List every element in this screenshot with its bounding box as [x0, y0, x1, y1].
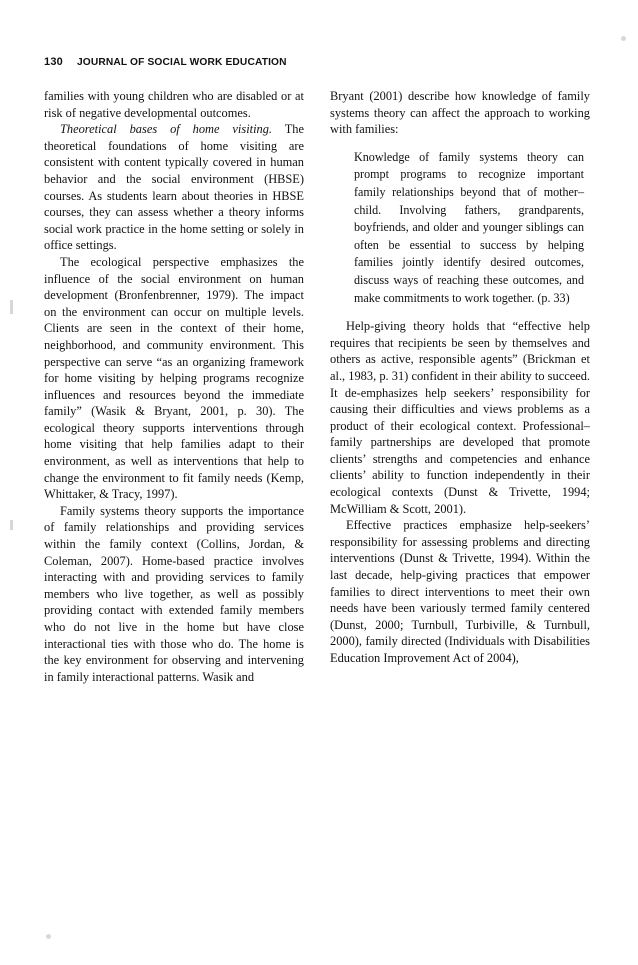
left-column: [44, 88, 304, 685]
running-head: [44, 56, 594, 68]
scan-artifact-bottom: [46, 934, 51, 939]
paragraph-effective-practices: Effective practices emphasize help-seekers’ responsibility for assessing problems and directing interventions (Dunst & Trivette, 1994). Within the last decade, help-giving practices that empower families to direct interventions to meet their own needs have been variously termed family centered (Dunst, 2000; Turnbull, Turbiville, & Turnbull, 2000), family directed (Individuals with Disabilities Education Improvement Act of 2004),: [330, 518, 590, 665]
paragraph-theoretical-bases-text: The theoretical foundations of home visiting are consistent with content typically covered in human behavior and the social environment (HBSE) courses. As students learn about theories in HBSE courses, they can assess whether a theory informs social work practice in the home setting or solely in office settings.: [44, 122, 304, 253]
two-column-body: [44, 88, 594, 685]
paragraph-ecological-perspective: The ecological perspective emphasizes the influence of the social environment on human development (Bronfenbrenner, 1979). The impact on the environment can occur on multiple levels. Clients are seen in the context of their home, neighborhood, and community environment. This perspective can serve “as an organizing framework for home visiting by helping programs recognize influences and resources beyond the immediate family” (Wasik & Bryant, 2001, p. 30). The ecological theory supports interventions through home visiting that help families adapt to their environment, as well as interventions that help to change the environment to fit family needs (Kemp, Whittaker, & Tracy, 1997).: [44, 254, 304, 502]
block-quotation-text: Knowledge of family systems theory can prompt programs to recognize important family relationships beyond that of mother–child. Involving fathers, grandparents, boyfriends, and older and younger siblings can often be essential to success by helping families jointly identify desired outcomes, discuss ways of reaching these outcomes, and make commitments to work together. (p. 33): [354, 149, 584, 305]
page-number: 130: [44, 56, 63, 68]
paragraph-continuation: families with young children who are disabled or at risk of negative developmental outcomes.: [44, 89, 304, 120]
right-column: [330, 88, 590, 667]
paragraph-help-giving-theory: Help-giving theory holds that “effective help requires that recipients be seen by themselves and others as active, responsible agents” (Brickman et al., 1983, p. 31) confident in their ability to succeed. It de-emphasizes help seekers’ responsibility for causing their difficulties and views problems as a product of their ecological context. Professional–family partnerships are developed that promote clients’ strengths and competencies and enhance clients’ ability to function independently in their ecological contexts (Dunst & Trivette, 1994; McWilliam & Scott, 2001).: [330, 319, 590, 516]
run-in-heading: Theoretical bases of home visiting.: [60, 122, 273, 137]
journal-title: JOURNAL OF SOCIAL WORK EDUCATION: [76, 57, 287, 68]
paragraph-theoretical-bases: [44, 121, 304, 254]
scan-artifact-left-top: [10, 300, 13, 314]
block-quotation: [330, 149, 590, 307]
paragraph-family-systems: Family systems theory supports the importance of family relationships and providing services within the family context (Collins, Jordan, & Coleman, 2007). Home-based practice involves interacting with and providing services to family members who live together, as well as possibly providing contact with extended family members who do not live in the home but have close interactional ties with those who do. The home is the key environment for observing and intervening in family interactional patterns. Wasik and: [44, 503, 304, 684]
scan-artifact-left-mid: [10, 520, 13, 530]
scan-artifact-right-top: [621, 36, 626, 41]
paragraph-bryant-lead-in: Bryant (2001) describe how knowledge of family systems theory can affect the approach to working with families:: [330, 89, 590, 137]
